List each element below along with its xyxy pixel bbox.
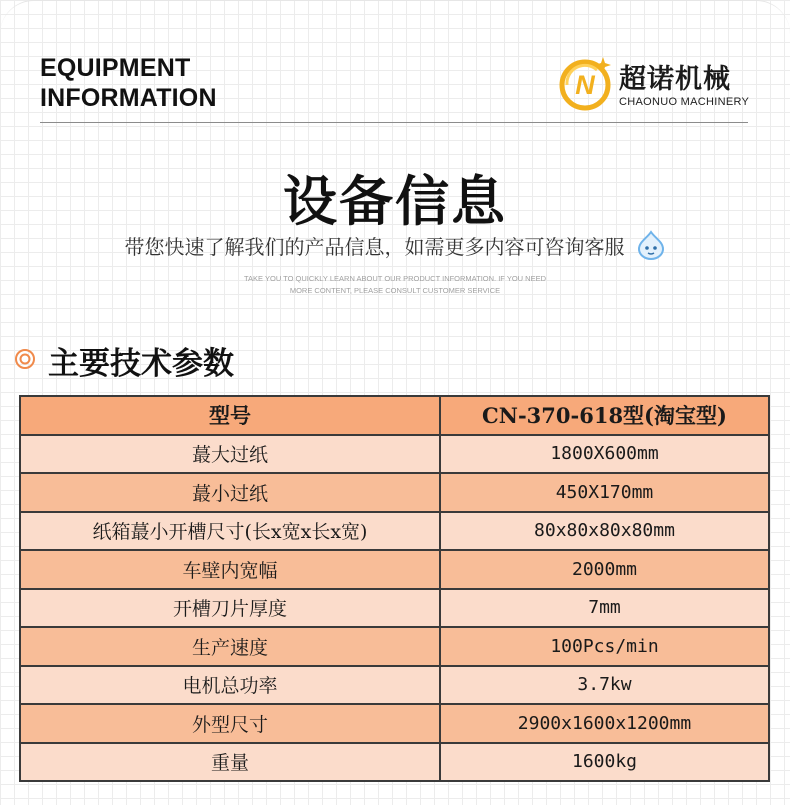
spec-value: 80x80x80x80mm [440,512,769,551]
section-title: 主要技术参数 [48,346,234,382]
table-row [20,704,769,743]
spec-label: 重量 [20,743,440,782]
subtitle-english [215,273,575,297]
subtitle-english-line1: TAKE YOU TO QUICKLY LEARN ABOUT OUR PRODUCT INFORMATION. IF YOU NEED [244,274,546,283]
spec-label: 生产速度 [20,627,440,666]
table-row [20,435,769,474]
subtitle-row [0,230,790,260]
table-row [20,589,769,628]
company-logo [557,53,757,113]
spec-table-header-row [20,396,769,435]
spec-value: 3.7kw [440,666,769,705]
spec-label: 电机总功率 [20,666,440,705]
spec-value: 450X170mm [440,473,769,512]
header-divider [40,122,748,123]
spec-header-label: 型号 [20,396,440,435]
spec-value: 2900x1600x1200mm [440,704,769,743]
table-row [20,550,769,589]
spec-label: 蕞小过纸 [20,473,440,512]
header-title-line2: INFORMATION [40,84,217,112]
header-title [40,53,217,113]
spec-label: 车壁内宽幅 [20,550,440,589]
spec-value: 1800X600mm [440,435,769,474]
spec-label: 纸箱蕞小开槽尺寸(长x宽x长x宽) [20,512,440,551]
logo-name-cn: 超诺机械 [619,64,731,95]
page-subtitle: 带您快速了解我们的产品信息，如需更多内容可咨询客服 [124,234,625,259]
spec-label: 开槽刀片厚度 [20,589,440,628]
spec-header-value: CN-370-618型(淘宝型) [440,396,769,435]
table-row [20,473,769,512]
spec-table [19,395,770,782]
subtitle-english-line2: MORE CONTENT, PLEASE CONSULT CUSTOMER SERVICE [289,286,501,295]
speech-drop-icon [636,230,666,260]
spec-value: 100Pcs/min [440,627,769,666]
page-title: 设备信息 [283,170,507,233]
spec-value: 1600kg [440,743,769,782]
table-row [20,743,769,782]
logo-name-en: CHAONUO MACHINERY [619,96,750,108]
table-row [20,627,769,666]
table-row [20,512,769,551]
table-row [20,666,769,705]
spec-value: 2000mm [440,550,769,589]
target-circle-icon [14,348,36,370]
spec-label: 蕞大过纸 [20,435,440,474]
spec-label: 外型尺寸 [20,704,440,743]
spec-value: 7mm [440,589,769,628]
logo-mark-letter: N [575,70,595,100]
header-title-line1: EQUIPMENT [40,54,191,82]
logo-mark-icon [557,53,615,111]
